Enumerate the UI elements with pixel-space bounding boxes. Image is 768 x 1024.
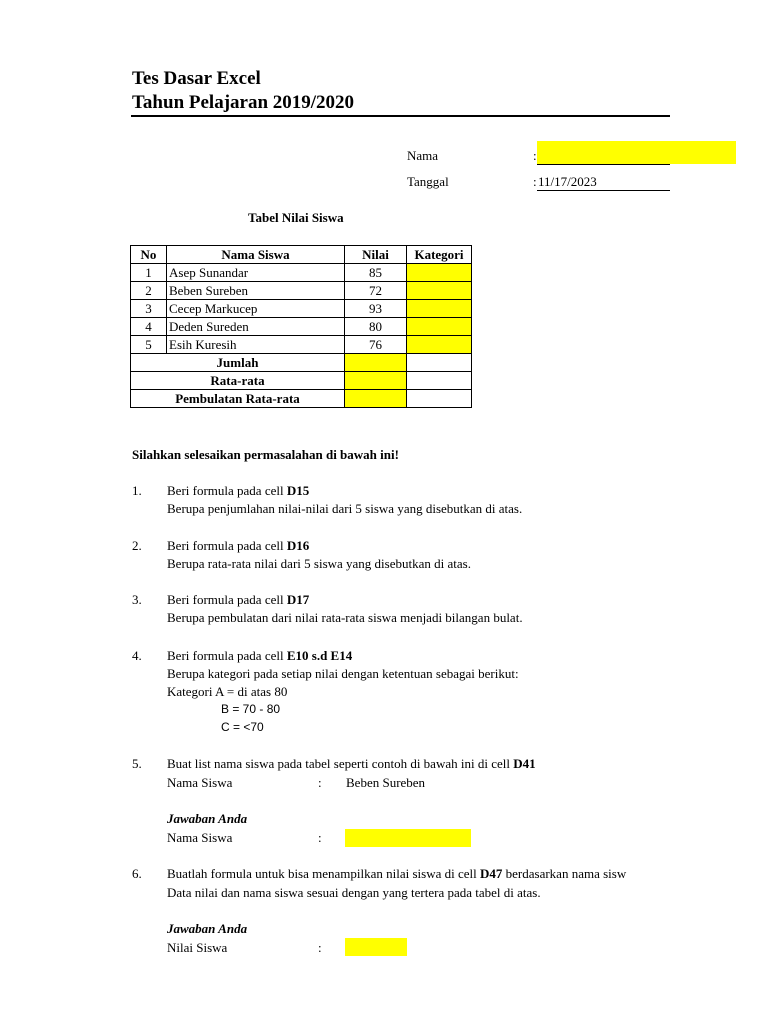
summary-row-rounded bbox=[131, 390, 472, 408]
row-no: 5 bbox=[131, 336, 167, 354]
row-no: 3 bbox=[131, 300, 167, 318]
q2-line2: Berupa rata-rata nilai dari 5 siswa yang disebutkan di atas. bbox=[167, 556, 471, 571]
q4-category-a: Kategori A = di atas 80 bbox=[167, 684, 288, 699]
date-label: Tanggal bbox=[407, 174, 449, 189]
q6-number: 6. bbox=[132, 866, 142, 881]
summary-average-cell[interactable] bbox=[345, 372, 407, 390]
table-row bbox=[131, 300, 472, 318]
table-row bbox=[131, 336, 472, 354]
q1-number: 1. bbox=[132, 483, 142, 498]
summary-label-total: Jumlah bbox=[131, 354, 345, 372]
q4-prefix: Beri formula pada cell bbox=[167, 648, 287, 663]
q6-suffix: berdasarkan nama sisw bbox=[502, 866, 627, 881]
col-header-score: Nilai bbox=[345, 246, 407, 264]
q4-line1 bbox=[167, 648, 352, 664]
q5-line1 bbox=[167, 756, 536, 772]
q6-answer-label: Nilai Siswa bbox=[167, 940, 228, 955]
q5-answer-heading: Jawaban Anda bbox=[167, 811, 248, 826]
q1-line1 bbox=[167, 483, 309, 499]
row-score: 72 bbox=[345, 282, 407, 300]
table-row bbox=[131, 264, 472, 282]
row-no: 4 bbox=[131, 318, 167, 336]
q3-line1 bbox=[167, 592, 309, 608]
q5-number: 5. bbox=[132, 756, 142, 771]
q6-line1 bbox=[167, 866, 670, 882]
col-header-category: Kategori bbox=[407, 246, 472, 264]
summary-empty-cell bbox=[407, 372, 472, 390]
doc-subtitle: Tahun Pelajaran 2019/2020 bbox=[132, 92, 355, 113]
q1-prefix: Beri formula pada cell bbox=[167, 483, 287, 498]
summary-total-cell[interactable] bbox=[345, 354, 407, 372]
q6-answer-colon: : bbox=[318, 940, 322, 955]
q4-category-c: C = <70 bbox=[221, 720, 264, 734]
q6-prefix: Buatlah formula untuk bisa menampilkan nilai siswa di cell bbox=[167, 866, 481, 881]
q3-number: 3. bbox=[132, 592, 142, 607]
q5-answer-colon: : bbox=[318, 830, 322, 845]
q2-prefix: Beri formula pada cell bbox=[167, 538, 287, 553]
summary-empty-cell bbox=[407, 354, 472, 372]
row-name: Asep Sunandar bbox=[167, 264, 345, 282]
row-name: Deden Sureden bbox=[167, 318, 345, 336]
q4-number: 4. bbox=[132, 648, 142, 663]
date-underline bbox=[537, 190, 670, 191]
q6-answer-cell[interactable] bbox=[345, 938, 407, 956]
q2-number: 2. bbox=[132, 538, 142, 553]
q2-line1 bbox=[167, 538, 309, 554]
q5-prefix: Buat list nama siswa pada tabel seperti contoh di bawah ini di cell bbox=[167, 756, 514, 771]
table-caption: Tabel Nilai Siswa bbox=[248, 210, 344, 225]
row-category-cell[interactable] bbox=[407, 300, 472, 318]
q5-example-value: Beben Sureben bbox=[346, 775, 426, 790]
name-label: Nama bbox=[407, 148, 439, 163]
row-score: 76 bbox=[345, 336, 407, 354]
q3-line2: Berupa pembulatan dari nilai rata-rata siswa menjadi bilangan bulat. bbox=[167, 610, 523, 625]
table-row bbox=[131, 318, 472, 336]
q1-line2: Berupa penjumlahan nilai-nilai dari 5 siswa yang disebutkan di atas. bbox=[167, 501, 523, 516]
row-name: Cecep Markucep bbox=[167, 300, 345, 318]
q6-line2: Data nilai dan nama siswa sesuai dengan yang tertera pada tabel di atas. bbox=[167, 885, 541, 900]
row-score: 93 bbox=[345, 300, 407, 318]
q4-category-b: B = 70 - 80 bbox=[221, 702, 281, 716]
row-category-cell[interactable] bbox=[407, 282, 472, 300]
row-name: Esih Kuresih bbox=[167, 336, 345, 354]
q5-answer-cell[interactable] bbox=[345, 829, 471, 847]
summary-empty-cell bbox=[407, 390, 472, 408]
summary-row-average bbox=[131, 372, 472, 390]
date-value[interactable]: 11/17/2023 bbox=[538, 174, 597, 189]
col-header-no: No bbox=[131, 246, 167, 264]
title-divider bbox=[131, 115, 670, 117]
name-underline bbox=[537, 164, 670, 165]
q6-cell-ref: D47 bbox=[480, 866, 503, 881]
name-colon: : bbox=[533, 148, 537, 163]
q1-cell-ref: D15 bbox=[286, 483, 310, 498]
row-no: 1 bbox=[131, 264, 167, 282]
q4-cell-ref: E10 s.d E14 bbox=[286, 648, 353, 663]
summary-row-total bbox=[131, 354, 472, 372]
q6-answer-heading: Jawaban Anda bbox=[167, 921, 248, 936]
q4-line2: Berupa kategori pada setiap nilai dengan ketentuan sebagai berikut: bbox=[167, 666, 519, 681]
q2-cell-ref: D16 bbox=[286, 538, 310, 553]
row-name: Beben Sureben bbox=[167, 282, 345, 300]
q5-cell-ref: D41 bbox=[513, 756, 536, 771]
row-category-cell[interactable] bbox=[407, 318, 472, 336]
summary-label-average: Rata-rata bbox=[131, 372, 345, 390]
date-colon: : bbox=[533, 174, 537, 189]
row-no: 2 bbox=[131, 282, 167, 300]
doc-title: Tes Dasar Excel bbox=[132, 68, 261, 89]
q5-answer-label: Nama Siswa bbox=[167, 830, 233, 845]
instructions-heading: Silahkan selesaikan permasalahan di bawah ini! bbox=[132, 447, 399, 462]
col-header-name: Nama Siswa bbox=[167, 246, 345, 264]
row-score: 80 bbox=[345, 318, 407, 336]
q3-cell-ref: D17 bbox=[286, 592, 310, 607]
q5-example-colon: : bbox=[318, 775, 322, 790]
summary-label-rounded: Pembulatan Rata-rata bbox=[131, 390, 345, 408]
name-input-highlight[interactable] bbox=[537, 141, 736, 164]
table-header-row bbox=[131, 246, 472, 264]
table-row bbox=[131, 282, 472, 300]
summary-rounded-cell[interactable] bbox=[345, 390, 407, 408]
row-score: 85 bbox=[345, 264, 407, 282]
q3-prefix: Beri formula pada cell bbox=[167, 592, 287, 607]
q5-example-label: Nama Siswa bbox=[167, 775, 233, 790]
row-category-cell[interactable] bbox=[407, 264, 472, 282]
grades-table bbox=[130, 245, 472, 408]
row-category-cell[interactable] bbox=[407, 336, 472, 354]
